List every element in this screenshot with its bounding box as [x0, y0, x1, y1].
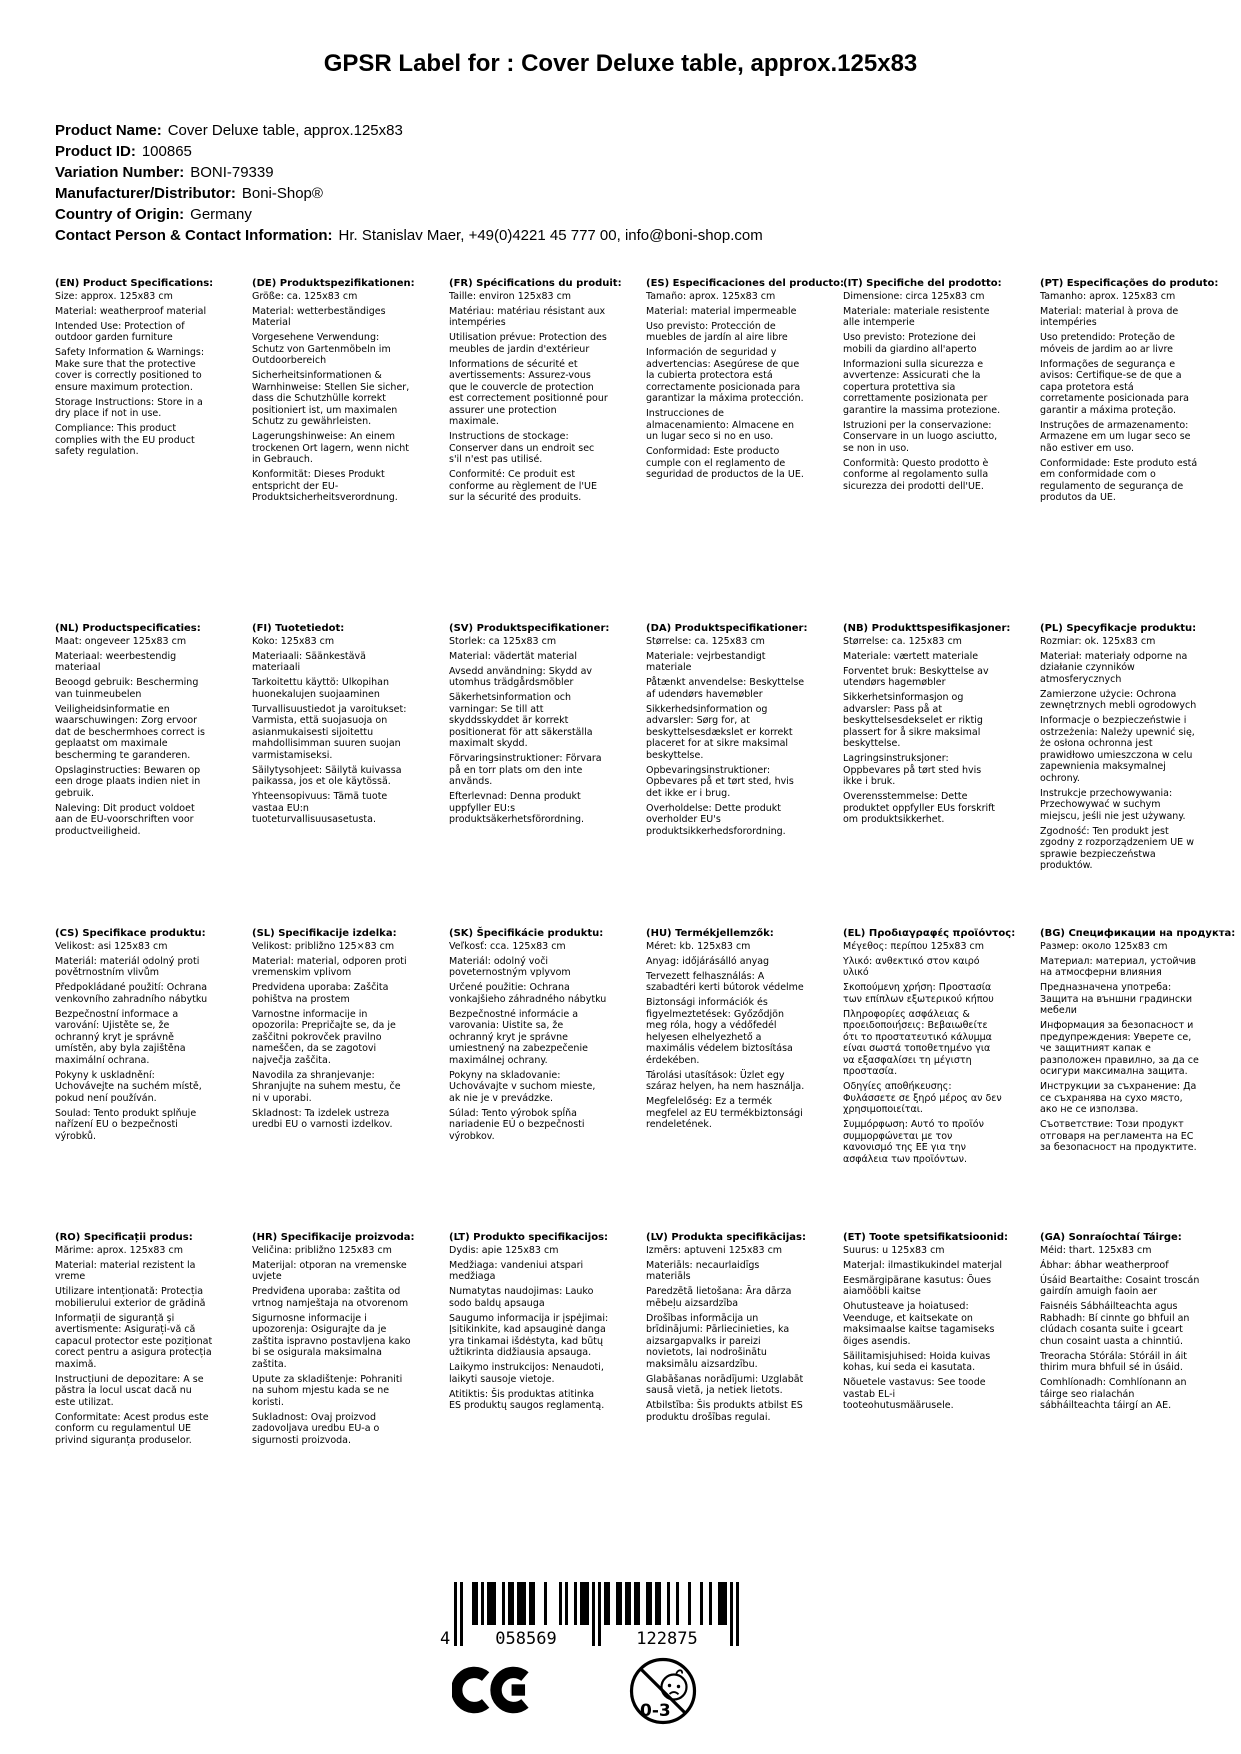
- spec-paragraph: Material: material, odporen proti vremenskim vplivom: [252, 955, 407, 978]
- spec-paragraph: Materijal: otporan na vremenske uvjete: [252, 1259, 407, 1282]
- spec-paragraph: Veiligheidsinformatie en waarschuwingen: Zorg ervoor dat de beschermhoes correct is geplaatst om maximale bescherming te garanderen.: [55, 703, 205, 761]
- spec-paragraph: Informações de segurança e avisos: Certifique-se de que a capa protetora está corretamente posicionada para garantir a máxima proteção.: [1040, 358, 1189, 416]
- spec-paragraph: Efterlevnad: Denna produkt uppfyller EU:s produktsäkerhetsförordning.: [449, 791, 585, 825]
- lang-block-de: [252, 278, 415, 507]
- spec-paragraph: Conformidade: Este produto está em conformidade com o regulamento de segurança de produtos da UE.: [1040, 457, 1198, 503]
- lang-block-nl: [55, 623, 215, 841]
- spec-paragraph: Предназначена употреба: Защита на външни градински мебели: [1040, 982, 1193, 1016]
- spec-paragraph: Säkerhetsinformation och varningar: Se till att skyddsskyddet är korrekt positionerat för att säkerställa maximalt skydd.: [449, 692, 593, 749]
- spec-paragraph: Drošības informācija un brīdinājumi: Pārliecinieties, ka aizsargapvalks ir pareizi novietots, lai nodrošinātu maksimālu aizsardzību.: [646, 1312, 790, 1370]
- lang-block-hu: [646, 928, 806, 1134]
- lang-block-header: (FR) Spécifications du produit:: [449, 278, 622, 289]
- language-grid: [55, 278, 1236, 1450]
- spec-paragraph: Safety Information & Warnings: Make sure that the protective cover is correctly positioned to ensure maximum protection.: [55, 347, 205, 393]
- spec-paragraph: Instruções de armazenamento: Armazene em um lugar seco se não estiver em uso.: [1040, 419, 1191, 454]
- spec-paragraph: Skladnost: Ta izdelek ustreza uredbi EU o varnosti izdelkov.: [252, 1107, 393, 1130]
- ean-barcode: [438, 1582, 740, 1648]
- spec-paragraph: Materiale: materiale resistente alle intemperie: [843, 305, 990, 328]
- spec-paragraph: Ábhar: ábhar weatherproof: [1040, 1259, 1169, 1271]
- spec-paragraph: Материал: материал, устойчив на атмосферни влияния: [1040, 955, 1196, 978]
- spec-paragraph: Faisnéis Sábháilteachta agus Rabhadh: Bí cinnte go bhfuil an clúdach cosanta suite i gceart chun cosaint uasta a chinntiú.: [1040, 1301, 1190, 1347]
- spec-paragraph: Atbilstība: Šis produkts atbilst ES produktu drošības regulai.: [646, 1400, 803, 1423]
- product-name-row: [55, 120, 763, 141]
- spec-paragraph: Размер: около 125x83 cm: [1040, 940, 1168, 952]
- spec-paragraph: Tervezett felhasználás: A szabadtéri kerti bútorok védelme: [646, 970, 804, 993]
- spec-paragraph: Συμμόρφωση: Αυτό το προϊόν συμμορφώνεται με τον κανονισμό της ΕΕ για την ασφάλεια των προϊόντων.: [843, 1119, 984, 1165]
- variation-number-label: Variation Number:: [55, 164, 185, 181]
- spec-paragraph: Numatytas naudojimas: Lauko sodo baldų apsauga: [449, 1286, 594, 1309]
- spec-paragraph: Storlek: ca 125x83 cm: [449, 635, 557, 647]
- country-of-origin-row: [55, 204, 763, 225]
- spec-paragraph: Informații de siguranță și avertismente: Asigurați-vă că capacul protector este poziționat corect pentru a asigura protecția maximă.: [55, 1312, 213, 1370]
- lang-block-ga: [1040, 1232, 1200, 1415]
- spec-paragraph: Velikost: asi 125x83 cm: [55, 940, 168, 952]
- spec-paragraph: Ohutusteave ja hoiatused: Veenduge, et kaitsekate on maksimaalse kaitse tagamiseks õiges asendis.: [843, 1301, 995, 1347]
- spec-paragraph: Saugumo informacija ir įspėjimai: Įsitikinkite, kad apsauginė danga yra tinkamai išdėstyta, kad būtų užtikrinta didžiausia apsauga.: [449, 1312, 609, 1358]
- lang-block-header: (ET) Toote spetsifikatsioonid:: [843, 1232, 1009, 1243]
- lang-block-en: [55, 278, 215, 461]
- lang-block-fi: [252, 623, 412, 829]
- spec-paragraph: Material: material impermeable: [646, 305, 797, 317]
- lang-block-header: (ES) Especificaciones del producto:: [646, 278, 845, 289]
- lang-block-fr: [449, 278, 622, 507]
- product-name-label: Product Name:: [55, 122, 162, 139]
- country-of-origin-value: Germany: [190, 206, 252, 223]
- spec-paragraph: Biztonsági információk és figyelmeztetések: Győződjön meg róla, hogy a védőfedél helyesen elhelyezhető a maximális védelem biztosítása érdekében.: [646, 997, 793, 1066]
- lang-block-sk: [449, 928, 609, 1146]
- spec-paragraph: Instructions de stockage: Conserver dans un endroit sec s'il n'est pas utilisé.: [449, 431, 595, 465]
- spec-paragraph: Förvaringsinstruktioner: Förvara på en torr plats om den inte används.: [449, 753, 602, 787]
- lang-block-el: [843, 928, 1016, 1169]
- lang-block-header: (NL) Productspecificaties:: [55, 623, 201, 634]
- lang-block-header: (DE) Produktspezifikationen:: [252, 278, 415, 289]
- spec-paragraph: Matériau: matériau résistant aux intempéries: [449, 305, 606, 328]
- lang-block-header: (DA) Produktspecifikationer:: [646, 623, 808, 634]
- ce-mark-icon: [452, 1660, 536, 1724]
- spec-paragraph: Storage Instructions: Store in a dry place if not in use.: [55, 396, 203, 419]
- spec-paragraph: Taille: environ 125x83 cm: [449, 290, 572, 302]
- age-warning-text: 0-3: [640, 1701, 671, 1721]
- lang-block-pt: [1040, 278, 1219, 507]
- spec-paragraph: Treoracha Stórála: Stóráil in áit thirim mura bhfuil sé in úsáid.: [1040, 1350, 1188, 1373]
- spec-paragraph: Size: approx. 125x83 cm: [55, 290, 173, 302]
- spec-paragraph: Veľkosť: cca. 125x83 cm: [449, 940, 566, 952]
- lang-block-ro: [55, 1232, 215, 1450]
- lang-block-it: [843, 278, 1003, 496]
- spec-paragraph: Zgodność: Ten produkt jest zgodny z rozporządzeniem UE w sprawie bezpieczeństwa produktów.: [1040, 825, 1194, 871]
- spec-paragraph: Predviđena uporaba: zaštita od vrtnog namještaja na otvorenom: [252, 1286, 409, 1309]
- spec-paragraph: Zamierzone użycie: Ochrona zewnętrznych mebli ogrodowych: [1040, 688, 1197, 711]
- spec-paragraph: Sikkerhetsinformasjon og advarsler: Pass på at beskyttelsesdekselet er riktig plassert for å sikre maksimal beskyttelse.: [843, 692, 983, 749]
- spec-paragraph: Paredzētā lietošana: Āra dārza mēbeļu aizsardzība: [646, 1286, 792, 1309]
- spec-paragraph: Varnostne informacije in opozorila: Prepričajte se, da je zaščitni pokrovček pravilno nameščen, da se zagotovi največja zaščita.: [252, 1008, 396, 1066]
- lang-block-header: (FI) Tuotetiedot:: [252, 623, 345, 634]
- spec-paragraph: Materiāls: necaurlaidīgs materiāls: [646, 1259, 760, 1282]
- lang-block-nb: [843, 623, 1011, 829]
- lang-block-header: (BG) Спецификации на продукта:: [1040, 928, 1236, 939]
- spec-paragraph: Medžiaga: vandeniui atspari medžiaga: [449, 1259, 584, 1282]
- spec-paragraph: Materiaali: Säänkestävä materiaali: [252, 650, 366, 673]
- lang-block-header: (HU) Termékjellemzők:: [646, 928, 774, 939]
- page-title: GPSR Label for : Cover Deluxe table, approx.125x83: [323, 50, 918, 77]
- spec-paragraph: Overensstemmelse: Dette produktet oppfyller EUs forskrift om produktsikkerhet.: [843, 791, 996, 825]
- spec-paragraph: Nõuetele vastavus: See toode vastab EL-i tooteohutusmäärusele.: [843, 1377, 986, 1411]
- spec-paragraph: Οδηγίες αποθήκευσης: Φυλάσσετε σε ξηρό μέρος αν δεν χρησιμοποιείται.: [843, 1081, 1002, 1115]
- spec-paragraph: Forventet bruk: Beskyttelse av utendørs hagemøbler: [843, 665, 989, 688]
- spec-paragraph: Úsáid Beartaithe: Cosaint troscán gairdín amuigh faoin aer: [1040, 1274, 1200, 1297]
- product-id-value: 100865: [141, 143, 192, 160]
- spec-paragraph: Mărime: aprox. 125x83 cm: [55, 1244, 183, 1256]
- spec-paragraph: Koko: 125x83 cm: [252, 635, 335, 647]
- lang-block-cs: [55, 928, 215, 1146]
- spec-paragraph: Sukladnost: Ovaj proizvod zadovoljava uredbu EU-a o sigurnosti proizvoda.: [252, 1411, 380, 1446]
- spec-paragraph: Tárolási utasítások: Üzlet egy száraz helyen, ha nem használja.: [646, 1069, 805, 1092]
- country-of-origin-label: Country of Origin:: [55, 206, 185, 223]
- spec-paragraph: Suurus: u 125x83 cm: [843, 1244, 945, 1256]
- lang-block-header: (SV) Produktspecifikationer:: [449, 623, 610, 634]
- spec-paragraph: Předpokládané použití: Ochrana venkovního zahradního nábytku: [55, 982, 208, 1005]
- spec-paragraph: Material: wetterbeständiges Material: [252, 305, 386, 328]
- spec-paragraph: Atitiktis: Šis produktas atitinka ES produktų saugos reglamentą.: [449, 1388, 605, 1411]
- spec-paragraph: Μέγεθος: περίπου 125x83 cm: [843, 940, 984, 952]
- spec-paragraph: Tamanho: aprox. 125x83 cm: [1040, 290, 1176, 302]
- spec-paragraph: Materiale: vejrbestandigt materiale: [646, 650, 766, 673]
- barcode-group2-digits: 122875: [636, 1629, 698, 1648]
- barcode-left-digit: 4: [440, 1629, 451, 1648]
- spec-paragraph: Anyag: időjárásálló anyag: [646, 955, 770, 967]
- spec-paragraph: Bezpečnostné informácie a varovania: Uistite sa, že ochranný kryt je správne umiestnený na zabezpečenie maximálnej ochrany.: [449, 1008, 588, 1066]
- contact-label: Contact Person & Contact Information:: [55, 227, 333, 244]
- spec-paragraph: Material: weatherproof material: [55, 305, 207, 317]
- spec-paragraph: Sigurnosne informacije i upozorenja: Osigurajte da je zaštita ispravno postavljena kako bi se osigurala maksimalna zaštita.: [252, 1312, 411, 1370]
- spec-paragraph: Säilytysohjeet: Säilytä kuivassa paikassa, jos et ole käytössä.: [252, 764, 402, 787]
- lang-block-header: (SL) Specifikacije izdelka:: [252, 928, 397, 939]
- spec-paragraph: Dimensione: circa 125x83 cm: [843, 290, 985, 302]
- spec-paragraph: Určené použitie: Ochrana vonkajšieho záhradného nábytku: [449, 982, 607, 1005]
- lang-block-sl: [252, 928, 412, 1134]
- spec-paragraph: Información de seguridad y advertencias: Asegúrese de que la cubierta protectora está correctamente posicionada para garantizar la máxima protección.: [646, 347, 804, 404]
- spec-paragraph: Materiał: materiały odporne na działanie czynników atmosferycznych: [1040, 650, 1188, 685]
- spec-paragraph: Vorgesehene Verwendung: Schutz von Gartenmöbeln im Outdoorbereich: [252, 332, 391, 366]
- spec-paragraph: Utilisation prévue: Protection des meubles de jardin d'extérieur: [449, 332, 607, 355]
- spec-paragraph: Laikymo instrukcijos: Nenaudoti, laikyti sausoje vietoje.: [449, 1362, 604, 1385]
- spec-paragraph: Bezpečnostní informace a varování: Ujistěte se, že ochranný kryt je správně umístěn, aby byla zajištěna maximální ochrana.: [55, 1008, 186, 1066]
- spec-paragraph: Lagringsinstruksjoner: Oppbevares på tørt sted hvis ikke i bruk.: [843, 753, 982, 787]
- lang-block-header: (RO) Specificații produs:: [55, 1232, 193, 1243]
- lang-block-bg: [1040, 928, 1236, 1157]
- spec-paragraph: Størrelse: ca. 125x83 cm: [646, 635, 765, 647]
- spec-paragraph: Σκοπούμενη χρήση: Προστασία των επίπλων εξωτερικού κήπου: [843, 982, 994, 1005]
- contact-value: Hr. Stanislav Maer, +49(0)4221 45 777 00, info@boni-shop.com: [338, 227, 763, 244]
- spec-paragraph: Utilizare intenționată: Protecția mobilierului exterior de grădină: [55, 1286, 206, 1309]
- lang-block-header: (NB) Produkttspesifikasjoner:: [843, 623, 1011, 634]
- lang-block-et: [843, 1232, 1009, 1415]
- spec-paragraph: Velikost: približno 125×83 cm: [252, 940, 395, 952]
- spec-paragraph: Izmērs: aptuveni 125x83 cm: [646, 1244, 783, 1256]
- lang-block-header: (CS) Specifikace produktu:: [55, 928, 206, 939]
- product-id-row: [55, 141, 763, 162]
- lang-block-header: (LV) Produkta specifikācijas:: [646, 1232, 806, 1243]
- spec-paragraph: Eesmärgipärane kasutus: Õues aiamööbli kaitse: [843, 1274, 992, 1297]
- lang-block-lv: [646, 1232, 806, 1427]
- spec-paragraph: Comhlíonadh: Comhlíonann an táirge seo rialachán sábháilteachta táirgí an AE.: [1040, 1377, 1187, 1411]
- spec-paragraph: Pokyny k uskladnění: Uchovávejte na suchém místě, pokud není používán.: [55, 1069, 202, 1104]
- spec-paragraph: Materiale: værtett materiale: [843, 650, 979, 662]
- spec-paragraph: Pokyny na skladovanie: Uchovávajte v suchom mieste, ak nie je v prevádzke.: [449, 1069, 596, 1104]
- spec-paragraph: Intended Use: Protection of outdoor garden furniture: [55, 320, 185, 343]
- spec-paragraph: Material: material rezistent la vreme: [55, 1259, 196, 1282]
- manufacturer-row: [55, 183, 763, 204]
- spec-paragraph: Størrelse: ca. 125x83 cm: [843, 635, 962, 647]
- spec-paragraph: Uso previsto: Protección de muebles de jardín al aire libre: [646, 320, 788, 343]
- lang-block-pl: [1040, 623, 1200, 875]
- spec-paragraph: Materiál: materiál odolný proti povětrnostním vlivům: [55, 955, 200, 978]
- spec-paragraph: Navodila za shranjevanje: Shranjujte na suhem mestu, če ni v uporabi.: [252, 1069, 401, 1104]
- spec-paragraph: Beoogd gebruik: Bescherming van tuinmeubelen: [55, 677, 199, 700]
- spec-paragraph: Veličina: približno 125x83 cm: [252, 1244, 392, 1256]
- spec-paragraph: Uso previsto: Protezione dei mobili da giardino all'aperto: [843, 332, 977, 355]
- spec-paragraph: Conformitate: Acest produs este conform cu regulamentul UE privind siguranța produselor.: [55, 1411, 209, 1446]
- spec-paragraph: Instrucțiuni de depozitare: A se păstra la locul uscat dacă nu este utilizat.: [55, 1373, 204, 1408]
- spec-paragraph: Soulad: Tento produkt splňuje nařízení EU o bezpečnosti výrobků.: [55, 1107, 197, 1142]
- lang-block-sv: [449, 623, 609, 829]
- spec-paragraph: Informazioni sulla sicurezza e avvertenze: Assicurati che la copertura protettiva sia correttamente posizionata per garantire la massima protezione.: [843, 358, 1001, 416]
- spec-paragraph: Maat: ongeveer 125x83 cm: [55, 635, 187, 647]
- spec-paragraph: Konformität: Dieses Produkt entspricht der EU-Produktsicherheitsverordnung.: [252, 469, 398, 503]
- spec-paragraph: Информация за безопасност и предупреждения: Уверете се, че защитният капак е разположен правилно, за да се осигури максимална защита.: [1040, 1020, 1199, 1077]
- lang-block-header: (PL) Specyfikacje produktu:: [1040, 623, 1197, 634]
- spec-paragraph: Sikkerhedsinformation og advarsler: Sørg for, at beskyttelsesdækslet er korrekt placeret for at sikre maksimal beskyttelse.: [646, 703, 793, 761]
- spec-paragraph: Conformité: Ce produit est conforme au règlement de l'UE sur la sécurité des produits.: [449, 469, 597, 503]
- spec-paragraph: Méret: kb. 125x83 cm: [646, 940, 751, 952]
- spec-paragraph: Sicherheitsinformationen & Warnhinweise: Stellen Sie sicher, dass die Schutzhülle korrekt positioniert ist, um maximalen Schutz zu gewährleisten.: [252, 370, 410, 427]
- spec-paragraph: Upute za skladištenje: Pohraniti na suhom mjestu kada se ne koristi.: [252, 1373, 403, 1408]
- spec-paragraph: Materjal: ilmastikukindel materjal: [843, 1259, 1003, 1271]
- barcode-group1-digits: 058569: [495, 1629, 557, 1648]
- age-warning-0-3-icon: [628, 1656, 698, 1730]
- manufacturer-label: Manufacturer/Distributor:: [55, 185, 236, 202]
- spec-paragraph: Materiaal: weerbestendig materiaal: [55, 650, 177, 673]
- spec-paragraph: Súlad: Tento výrobok spĺňa nariadenie EÚ o bezpečnosti výrobkov.: [449, 1107, 585, 1142]
- spec-paragraph: Informations de sécurité et avertissements: Assurez-vous que le couvercle de protection est correctement positionné pour assurer une protection maximale.: [449, 358, 608, 427]
- spec-paragraph: Съответствие: Този продукт отговаря на регламента на ЕС за безопасност на продуктите.: [1040, 1119, 1197, 1153]
- lang-block-header: (EN) Product Specifications:: [55, 278, 214, 289]
- variation-number-value: BONI-79339: [190, 164, 274, 181]
- variation-number-row: [55, 162, 763, 183]
- spec-paragraph: Compliance: This product complies with the EU product safety regulation.: [55, 423, 195, 457]
- spec-paragraph: Glabāšanas norādījumi: Uzglabāt sausā vietā, ja netiek lietots.: [646, 1373, 804, 1396]
- spec-paragraph: Lagerungshinweise: An einem trockenen Ort lagern, wenn nicht in Gebrauch.: [252, 431, 409, 465]
- lang-block-header: (GA) Sonraíochtaí Táirge:: [1040, 1232, 1182, 1243]
- spec-paragraph: Turvallisuustiedot ja varoitukset: Varmista, että suojasuoja on asianmukaisesti sijoitettu mahdollisimman suuren suojan varmistamiseksi.: [252, 703, 407, 761]
- spec-paragraph: Megfelelőség: Ez a termék megfelel az EU termékbiztonsági rendeletének.: [646, 1096, 803, 1130]
- spec-paragraph: Opslaginstructies: Bewaren op een droge plaats indien niet in gebruik.: [55, 764, 201, 799]
- contact-row: [55, 225, 763, 246]
- spec-paragraph: Informacje o bezpieczeństwie i ostrzeżenia: Należy upewnić się, że osłona ochronna jest prawidłowo umieszczona w celu zapewnienia maksymalnej ochrony.: [1040, 715, 1195, 784]
- spec-paragraph: Dydis: apie 125x83 cm: [449, 1244, 559, 1256]
- product-id-label: Product ID:: [55, 143, 136, 160]
- spec-paragraph: Opbevaringsinstruktioner: Opbevares på et tørt sted, hvis det ikke er i brug.: [646, 764, 794, 799]
- spec-paragraph: Instrukcje przechowywania: Przechowywać w suchym miejscu, jeśli nie jest używany.: [1040, 787, 1186, 822]
- spec-paragraph: Rozmiar: ok. 125x83 cm: [1040, 635, 1156, 647]
- spec-paragraph: Größe: ca. 125x83 cm: [252, 290, 358, 302]
- lang-block-header: (SK) Špecifikácie produktu:: [449, 928, 604, 939]
- spec-paragraph: Uso pretendido: Proteção de móveis de jardim ao ar livre: [1040, 332, 1176, 355]
- lang-block-header: (IT) Specifiche del prodotto:: [843, 278, 1002, 289]
- spec-paragraph: Predvidena uporaba: Zaščita pohištva na prostem: [252, 982, 389, 1005]
- spec-paragraph: Avsedd användning: Skydd av utomhus trädgårdsmöbler: [449, 665, 593, 688]
- spec-paragraph: Tamaño: aprox. 125x83 cm: [646, 290, 776, 302]
- spec-paragraph: Instrucciones de almacenamiento: Almacene en un lugar seco si no en uso.: [646, 408, 794, 442]
- lang-block-hr: [252, 1232, 415, 1450]
- spec-paragraph: Materiál: odolný voči poveternostným vplyvom: [449, 955, 571, 978]
- spec-paragraph: Yhteensopivuus: Tämä tuote vastaa EU:n tuoteturvallisuusasetusta.: [252, 791, 388, 825]
- manufacturer-value: Boni-Shop®: [241, 185, 323, 202]
- product-name-value: Cover Deluxe table, approx.125x83: [167, 122, 403, 139]
- product-info: [55, 120, 763, 246]
- lang-block-es: [646, 278, 845, 484]
- lang-block-header: (HR) Specifikacije proizvoda:: [252, 1232, 415, 1243]
- spec-paragraph: Tarkoitettu käyttö: Ulkopihan huonekalujen suojaaminen: [252, 677, 389, 700]
- spec-paragraph: Säilitamisjuhised: Hoida kuivas kohas, kui seda ei kasutata.: [843, 1350, 991, 1373]
- spec-paragraph: Naleving: Dit product voldoet aan de EU-voorschriften voor productveiligheid.: [55, 802, 195, 837]
- spec-paragraph: Material: material à prova de intempéries: [1040, 305, 1179, 328]
- lang-block-header: (EL) Προδιαγραφές προϊόντος:: [843, 928, 1016, 939]
- spec-paragraph: Conformidad: Este producto cumple con el reglamento de seguridad de productos de la UE.: [646, 446, 804, 480]
- spec-paragraph: Πληροφορίες ασφάλειας & προειδοποιήσεις: Βεβαιωθείτε ότι το προστατευτικό κάλυμμα είναι σωστά τοποθετημένο για να εξασφαλίσει τη μέγιστη προστασία.: [843, 1008, 992, 1077]
- spec-paragraph: Istruzioni per la conservazione: Conservare in un luogo asciutto, se non in uso.: [843, 419, 998, 454]
- spec-paragraph: Overholdelse: Dette produkt overholder EU's produktsikkerhedsforordning.: [646, 802, 786, 837]
- lang-block-lt: [449, 1232, 609, 1415]
- spec-paragraph: Méid: thart. 125x83 cm: [1040, 1244, 1152, 1256]
- spec-paragraph: Υλικό: ανθεκτικό στον καιρό υλικό: [843, 955, 980, 978]
- spec-paragraph: Material: vädertät material: [449, 650, 577, 662]
- spec-paragraph: Conformità: Questo prodotto è conforme al regolamento sulla sicurezza dei prodotti dell'UE.: [843, 457, 989, 492]
- lang-block-da: [646, 623, 806, 841]
- spec-paragraph: Инструкции за съхранение: Да се съхранява на сухо място, ако не се използва.: [1040, 1081, 1197, 1115]
- lang-block-header: (PT) Especificações do produto:: [1040, 278, 1219, 289]
- lang-block-header: (LT) Produkto specifikacijos:: [449, 1232, 609, 1243]
- spec-paragraph: Påtænkt anvendelse: Beskyttelse af udendørs havemøbler: [646, 677, 805, 700]
